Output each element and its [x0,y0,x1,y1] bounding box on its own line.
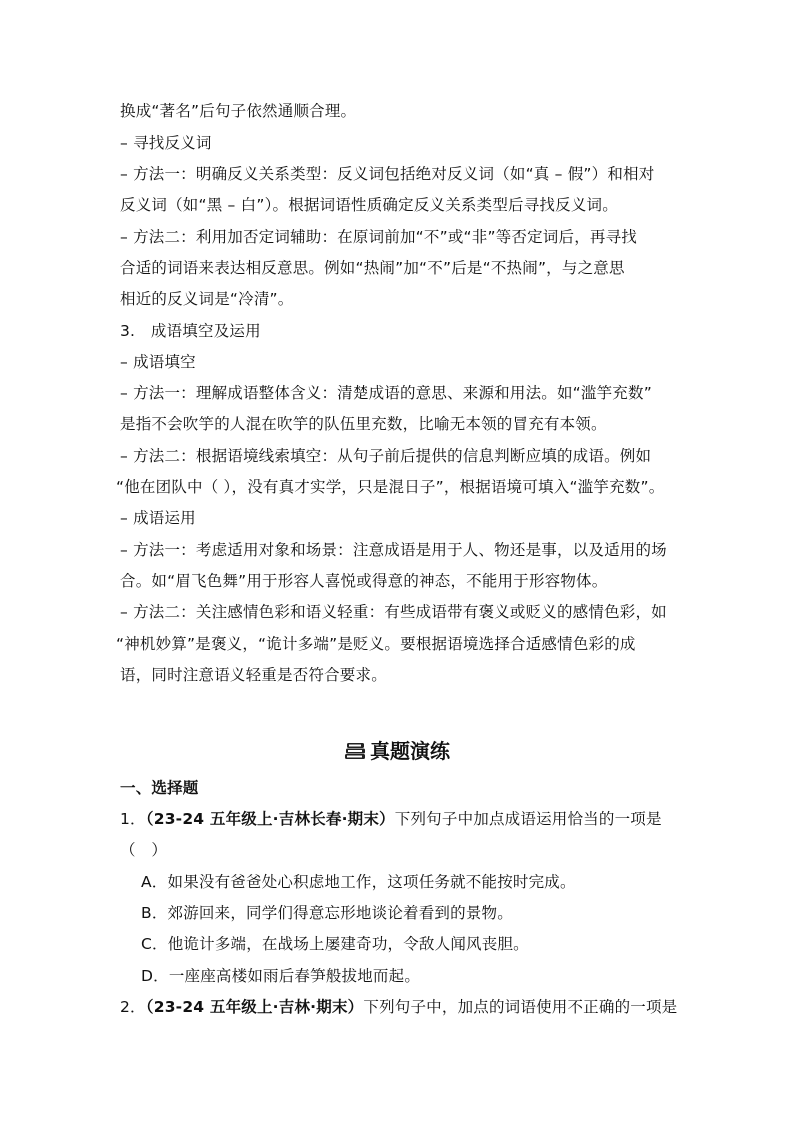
text-line: “他在团队中（ ），没有真才实学，只是混日子”，根据语境可填入“滥竽充数”。 [116,478,665,496]
question-number: 2． [120,998,146,1016]
text-line: – 成语填空 [120,353,196,371]
option-a: A．如果没有爸爸处心积虑地工作，这项任务就不能按时完成。 [141,873,576,891]
text-line: 是指不会吹竽的人混在吹竽的队伍里充数，比喻无本领的冒充有本领。 [120,415,607,433]
text-line: 3. 成语填空及运用 [120,322,261,340]
question-source: （23-24 五年级上·吉林·期末） [145,998,364,1016]
text-line: – 方法二：根据语境线索填空：从句子前后提供的信息判断应填的成语。例如 [120,447,652,465]
text-line: 反义词（如“黑 – 白”）。根据词语性质确定反义关系类型后寻找反义词。 [120,196,618,214]
text-line: 合适的词语来表达相反意思。例如“热闹”加“不”后是“不热闹”，与之意思 [120,259,625,277]
question-stem: 下列句子中，加点的词语使用不正确的一项是 [363,998,678,1016]
text-line: – 方法二：利用加否定词辅助：在原词前加“不”或“非”等否定词后，再寻找 [120,228,637,246]
section-title-text: 真题演练 [370,739,450,763]
answer-blank: （ ） [120,841,168,859]
section-title [0,738,794,764]
text-line: – 寻找反义词 [120,134,212,152]
question-source: （23-24 五年级上·吉林长春·期末） [145,810,395,828]
text-line: – 方法二：关注感情色彩和语义轻重：有些成语带有褒义或贬义的感情色彩，如 [120,603,667,621]
question-2 [120,997,677,1017]
books-stack-icon [344,741,366,761]
part-heading: 一、选择题 [120,779,199,797]
option-d: D．一座座高楼如雨后春笋般拔地而起。 [141,967,421,985]
text-line: – 方法一：考虑适用对象和场景：注意成语是用于人、物还是事，以及适用的场 [120,541,667,559]
text-line: – 成语运用 [120,509,196,527]
text-line: – 方法一：理解成语整体含义：清楚成语的意思、来源和用法。如“滥竽充数” [120,384,652,402]
text-line: “神机妙算”是褒义，“诡计多端”是贬义。要根据语境选择合适感情色彩的成 [116,635,636,653]
text-line: 合。如“眉飞色舞”用于形容人喜悦或得意的神态，不能用于形容物体。 [120,572,608,590]
question-1 [120,809,662,829]
option-b: B．郊游回来，同学们得意忘形地谈论着看到的景物。 [141,904,513,922]
question-stem: 下列句子中加点成语运用恰当的一项是 [394,810,662,828]
question-number: 1． [120,810,146,828]
text-line: 换成“著名”后句子依然通顺合理。 [120,102,357,120]
option-c: C．他诡计多端，在战场上屡建奇功，令敌人闻风丧胆。 [141,935,529,953]
text-line: – 方法一：明确反义关系类型：反义词包括绝对反义词（如“真 – 假”）和相对 [120,165,655,183]
text-line: 语，同时注意语义轻重是否符合要求。 [120,666,387,684]
text-line: 相近的反义词是“冷清”。 [120,290,294,308]
